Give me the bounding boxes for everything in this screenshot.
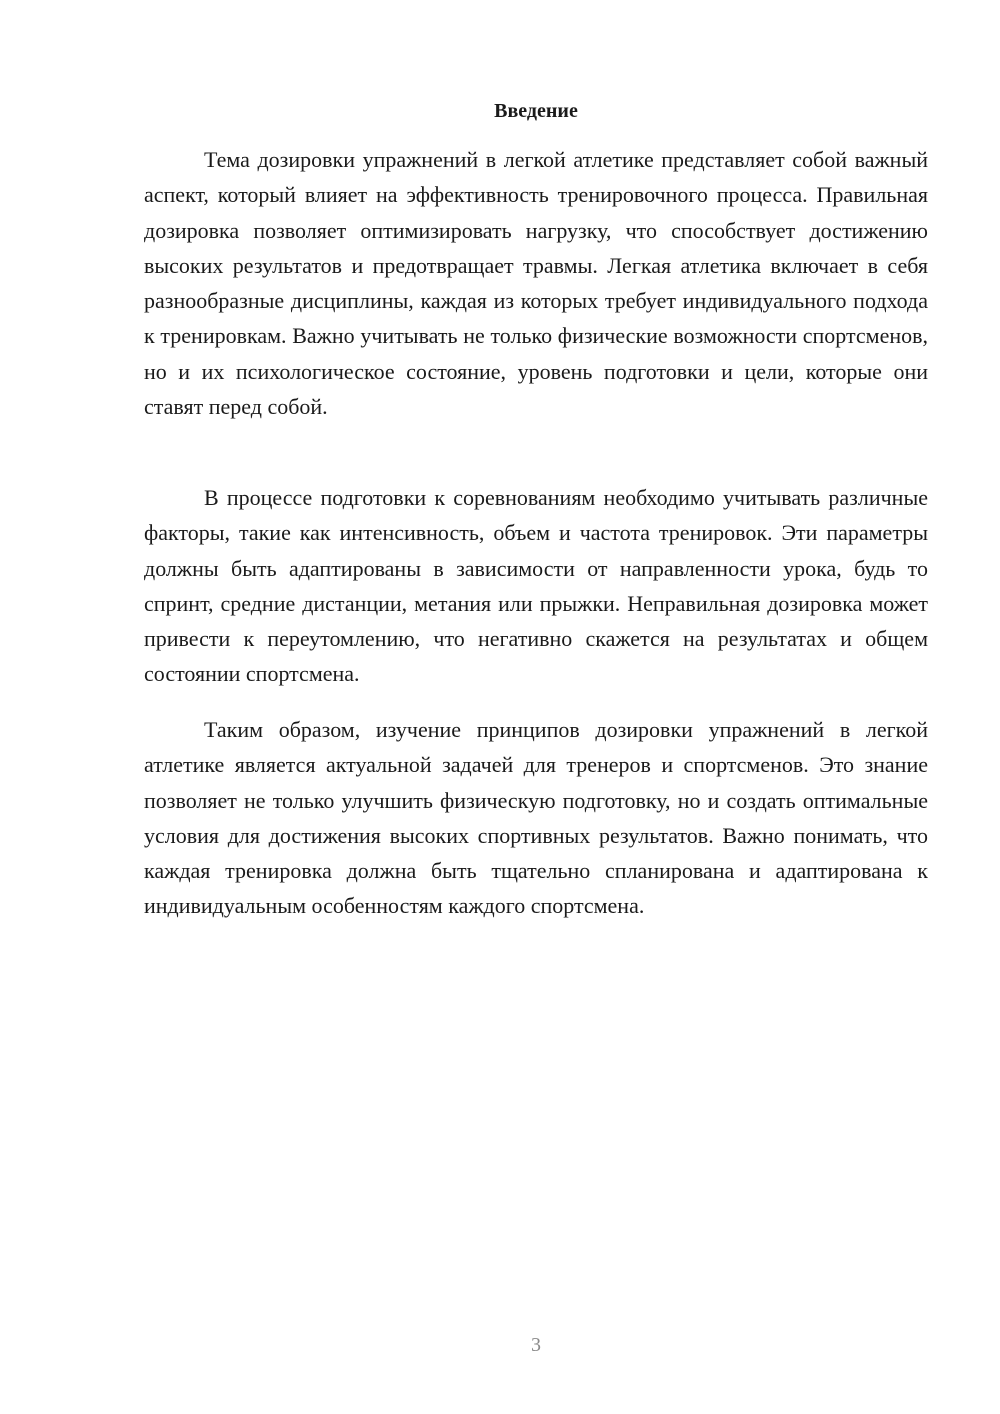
page-number: 3 xyxy=(531,1334,541,1356)
paragraph-3: Таким образом, изучение принципов дозировки упражнений в легкой атлетике является актуальной задачей для тренеров и спортсменов. Это знание позволяет не только улучшить физическую подготовку, но и создать оптимальные условия для достижения высоких спортивных результатов. Важно понимать, что каждая тренировка должна быть тщательно спланирована и адаптирована к индивидуальным особенностям каждого спортсмена. xyxy=(144,717,928,919)
paragraph-2: В процессе подготовки к соревнованиям необходимо учитывать различные факторы, такие как интенсивность, объем и частота тренировок. Эти параметры должны быть адаптированы в зависимости от направленности урока, будь то спринт, средние дистанции, метания или прыжки. Неправильная дозировка может привести к переутомлению, что негативно скажется на результатах и общем состоянии спортсмена. xyxy=(144,485,928,687)
paragraph-1: Тема дозировки упражнений в легкой атлетике представляет собой важный аспект, который влияет на эффективность тренировочного процесса. Правильная дозировка позволяет оптимизировать нагрузку, что способствует достижению высоких результатов и предотвращает травмы. Легкая атлетика включает в себя разнообразные дисциплины, каждая из которых требует индивидуального подхода к тренировкам. Важно учитывать не только физические возможности спортсменов, но и их психологическое состояние, уровень подготовки и цели, которые они ставят перед собой. xyxy=(144,147,928,420)
section-heading: Введение xyxy=(494,100,578,122)
